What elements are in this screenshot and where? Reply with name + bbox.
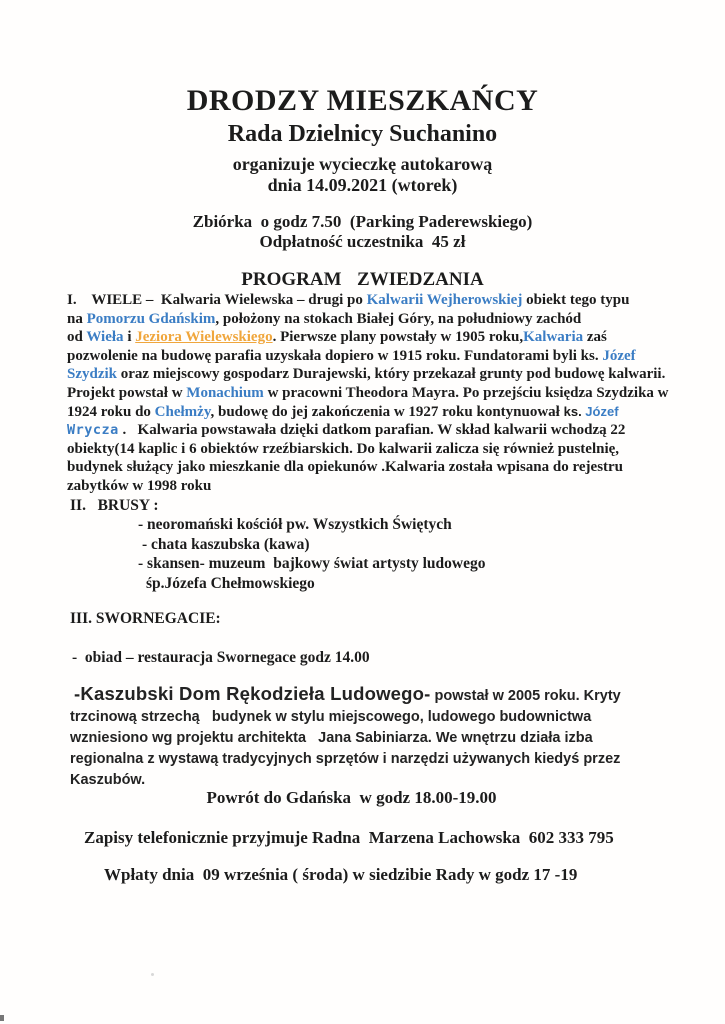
organizer-line: organizuje wycieczkę autokarową xyxy=(232,154,493,174)
text-segment: 1924 roku do xyxy=(67,403,155,420)
text-line xyxy=(70,728,670,749)
text-line xyxy=(67,384,673,403)
text-segment: - chata kaszubska (kawa) xyxy=(142,535,310,553)
text-line xyxy=(67,440,673,459)
wiele-term: Wieła xyxy=(86,329,124,346)
text-segment: regionalna z wystawą tradycyjnych sprzętów i narzędzi używanych kiedyś przez xyxy=(70,751,621,767)
kalwaria-wejherowska-term: Kalwarii Wejherowskiej xyxy=(366,292,523,308)
jozef-wrycza-term: Józef xyxy=(585,403,619,419)
section-swornegacie-heading: III. SWORNEGACIE: xyxy=(70,610,221,627)
text-segment: ks. xyxy=(563,403,586,419)
text-line xyxy=(70,535,630,554)
text-segment: oraz miejscowy gospodarz Durajewski, który przekazał grunty pod budowę kalwarii. xyxy=(117,366,666,383)
text-segment: śp.Józefa Chełmowskiego xyxy=(146,574,315,592)
text-segment: II. BRUSY : xyxy=(70,497,159,514)
text-segment: pozwolenie na budowę parafia uzyskała dopiero w 1915 roku. Fundatorami byli ks. xyxy=(67,347,603,364)
meeting-point-line: Zbiórka o godz 7.50 (Parking Paderewskiego) xyxy=(192,212,533,231)
jozef-wrycza-term: Wrycza xyxy=(67,422,119,439)
text-line xyxy=(67,310,673,329)
text-segment: od xyxy=(67,329,87,346)
text-segment: obiekty(14 kaplic i 6 obiektów rzeźbiarskich. Do kalwarii zalicza się również pustelnię, xyxy=(67,440,620,457)
text-segment: Projekt powstał w xyxy=(67,384,187,401)
scan-speck xyxy=(151,973,154,976)
text-line xyxy=(67,458,673,477)
text-segment: - neoromański kościół pw. Wszystkich Świętych xyxy=(138,516,452,534)
monachium-term: Monachium xyxy=(186,384,264,401)
jozef-szydzik-term: Józef xyxy=(602,347,636,364)
text-line xyxy=(67,328,673,347)
jozef-szydzik-term: Szydzik xyxy=(67,366,118,383)
payment-info-line: Wpłaty dnia 09 września ( środa) w siedzibie Rady w godz 17 -19 xyxy=(104,865,578,884)
text-segment: powstał w 2005 roku. Kryty xyxy=(430,688,621,704)
text-segment: . Kalwaria powstawała dzięki datkom parafian. W skład kalwarii wchodzą 22 xyxy=(118,422,626,439)
text-line xyxy=(70,515,630,534)
text-line xyxy=(70,574,630,593)
text-segment: wzniesiono wg projektu architekta Jana Sabiniarza. We wnętrzu działa izba xyxy=(70,730,593,746)
program-heading: PROGRAM ZWIEDZANIA xyxy=(241,269,484,290)
text-line xyxy=(70,496,630,515)
text-line xyxy=(70,554,630,573)
kaszubski-dom-heading: -Kaszubski Dom Rękodzieła Ludowego- xyxy=(74,683,431,704)
signup-contact-line: Zapisy telefonicznie przyjmuje Radna Marzena Lachowska 602 333 795 xyxy=(84,828,614,847)
text-segment: i xyxy=(123,329,136,346)
text-segment: Kaszubów. xyxy=(70,772,146,788)
trip-date-line: dnia 14.09.2021 (wtorek) xyxy=(267,175,458,195)
text-line xyxy=(67,477,673,496)
return-time-line: Powrót do Gdańska w godz 18.00-19.00 xyxy=(206,788,497,807)
organizer-name: Rada Dzielnicy Suchanino xyxy=(227,121,498,147)
lunch-line: - obiad – restauracja Swornegace godz 14.00 xyxy=(72,649,370,666)
text-line xyxy=(70,749,670,770)
text-line xyxy=(67,291,673,310)
text-segment: , budowę do jej zakończenia w 1927 roku kontynuował xyxy=(210,403,564,420)
text-segment: , położony na stokach Białej Góry, na południowy zachód xyxy=(215,310,582,327)
text-line xyxy=(70,707,670,728)
kaszubski-dom-paragraph xyxy=(70,683,670,791)
text-segment: . Pierwsze plany powstały w 1905 roku, xyxy=(272,329,524,346)
text-segment: budynek służący jako mieszkanie dla opiekunów .Kalwaria została wpisana do rejestru xyxy=(67,459,624,476)
text-segment: trzcinową strzechą budynek w stylu miejscowego, ludowego budownictwa xyxy=(70,709,592,725)
fee-line: Odpłatność uczestnika 45 zł xyxy=(259,232,466,251)
text-segment: zabytków w 1998 roku xyxy=(67,477,212,494)
text-line xyxy=(67,403,673,422)
jeziora-wielewskiego-link[interactable]: Jeziora Wielewskiego xyxy=(135,329,273,346)
text-segment: obiekt tego typu xyxy=(522,292,630,308)
document-header xyxy=(0,84,725,291)
chelmza-term: Chełmży xyxy=(154,403,211,420)
text-segment: I. WIELE – Kalwaria Wielewska – drugi po xyxy=(67,292,367,308)
section-wiele-paragraph xyxy=(67,291,673,496)
section-brusy-list xyxy=(70,496,630,593)
pomorze-gdanskie-term: Pomorzu Gdańskim xyxy=(86,310,216,327)
text-segment: w pracowni Theodora Mayra. Po przejściu księdza Szydzika w xyxy=(263,384,669,401)
text-segment: zaś xyxy=(583,329,607,346)
text-line xyxy=(67,347,673,366)
kalwaria-term: Kalwaria xyxy=(523,329,584,346)
text-line xyxy=(67,365,673,384)
text-line xyxy=(70,683,670,707)
page-title: DRODZY MIESZKAŃCY xyxy=(186,84,539,117)
text-segment: na xyxy=(67,310,87,327)
scan-corner-artifact xyxy=(0,1015,4,1021)
text-line xyxy=(67,421,673,440)
text-segment: - skansen- muzeum bajkowy świat artysty ludowego xyxy=(138,555,486,573)
